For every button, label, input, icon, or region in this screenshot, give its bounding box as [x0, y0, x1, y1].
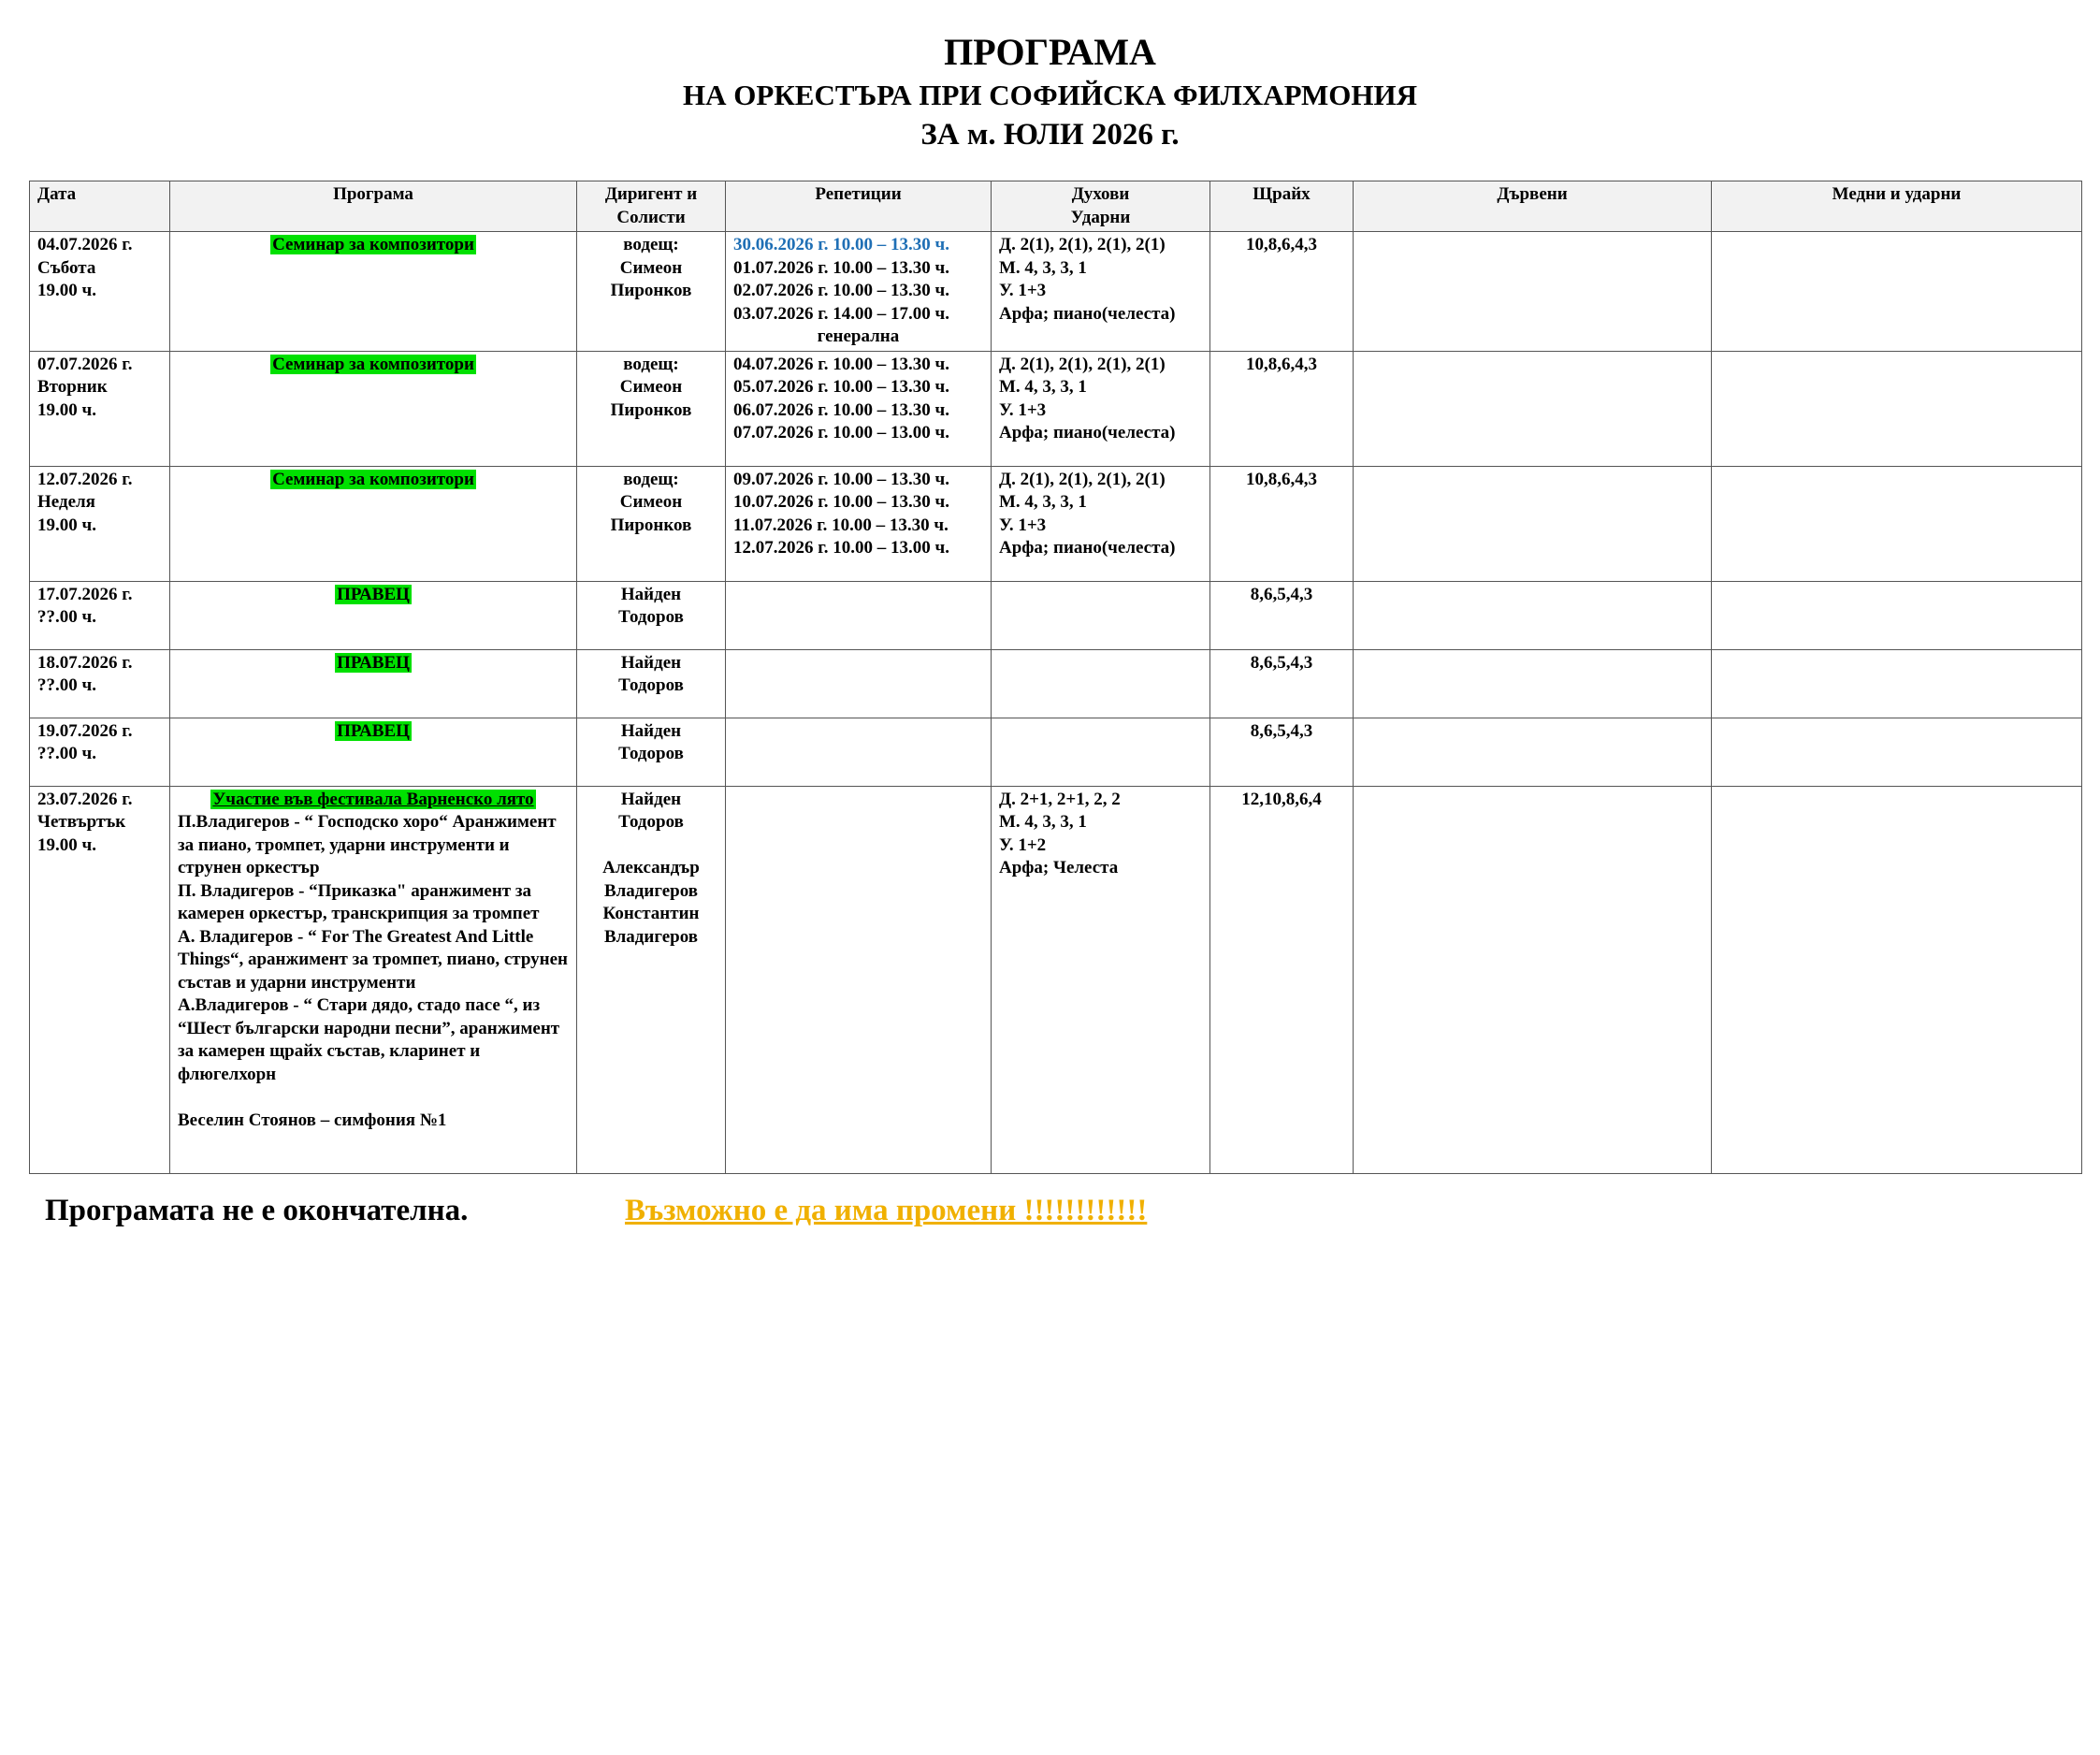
rehearsal-line: 12.07.2026 г. 10.00 – 13.00 ч.: [733, 538, 949, 558]
cell-program: [170, 718, 577, 786]
rehearsal-line: 09.07.2026 г. 10.00 – 13.30 ч.: [733, 469, 949, 489]
schedule-table: [29, 181, 2082, 1174]
rehearsal-line: 03.07.2026 г. 14.00 – 17.00 ч.: [733, 303, 949, 324]
conductor-line: Тодоров: [618, 744, 684, 763]
table-row: [30, 351, 2082, 466]
cell-brass: [1712, 232, 2082, 352]
header-program: Програма: [170, 181, 577, 232]
program-piece-final: Веселин Стоянов – симфония №1: [178, 1110, 447, 1130]
time-value: ??.00 ч.: [37, 607, 96, 627]
soloist-line: Владигеров: [603, 880, 699, 901]
cell-program: [170, 649, 577, 718]
time-value: 19.00 ч.: [37, 834, 96, 855]
header-conductor-line2: Солисти: [616, 207, 686, 227]
cell-winds: [992, 581, 1210, 649]
winds-line: Арфа; пиано(челеста): [999, 423, 1176, 442]
header-strings: Щрайх: [1210, 181, 1354, 232]
header-winds-line1: Духови: [1071, 184, 1130, 204]
header-woodwinds: Дървени: [1354, 181, 1712, 232]
cell-strings: 10,8,6,4,3: [1210, 351, 1354, 466]
rehearsal-line: 11.07.2026 г. 10.00 – 13.30 ч.: [733, 515, 949, 535]
header-date: Дата: [30, 181, 170, 232]
winds-line: Д. 2(1), 2(1), 2(1), 2(1): [999, 235, 1166, 254]
table-row: [30, 581, 2082, 649]
cell-woodwinds: [1354, 718, 1712, 786]
day-value: Събота: [37, 257, 96, 278]
time-value: ??.00 ч.: [37, 675, 96, 695]
cell-rehearsals: [726, 351, 992, 466]
time-value: 19.00 ч.: [37, 399, 96, 420]
rehearsal-line: 02.07.2026 г. 10.00 – 13.30 ч.: [733, 281, 949, 300]
date-value: 19.07.2026 г.: [37, 720, 133, 741]
table-row: [30, 649, 2082, 718]
cell-rehearsals: [726, 466, 992, 581]
cell-conductor: [577, 232, 726, 352]
conductor-line: Пиронков: [610, 399, 692, 420]
date-value: 07.07.2026 г.: [37, 354, 133, 374]
winds-line: М. 4, 3, 3, 1: [999, 377, 1087, 397]
table-header-row: [30, 181, 2082, 232]
date-value: 17.07.2026 г.: [37, 584, 133, 604]
cell-winds: [992, 786, 1210, 1173]
header-winds-line2: Ударни: [1070, 207, 1131, 227]
cell-winds: [992, 718, 1210, 786]
conductor-line: Симеон: [619, 377, 683, 397]
document-subtitle: НА ОРКЕСТЪРА ПРИ СОФИЙСКА ФИЛХАРМОНИЯ: [683, 79, 1417, 111]
cell-rehearsals: [726, 232, 992, 352]
rehearsal-line: 01.07.2026 г. 10.00 – 13.30 ч.: [733, 257, 949, 278]
header-conductor: [577, 181, 726, 232]
winds-line: Д. 2(1), 2(1), 2(1), 2(1): [999, 354, 1166, 374]
conductor-line: Тодоров: [618, 607, 684, 627]
program-title: ПРАВЕЦ: [337, 584, 410, 604]
program-piece: П.Владигеров - “ Господско хоро“ Аранжимент за пиано, тромпет, ударни инструменти и струнен оркестър: [178, 812, 557, 878]
winds-line: М. 4, 3, 3, 1: [999, 492, 1087, 512]
time-value: 19.00 ч.: [37, 515, 96, 535]
program-piece: А. Владигеров - “ For The Greatest And Little Things“, аранжимент за тромпет, пиано, струнен състав и ударни инструменти: [178, 926, 568, 993]
cell-program: [170, 581, 577, 649]
cell-brass: [1712, 786, 2082, 1173]
winds-line: У. 1+3: [999, 399, 1047, 420]
date-value: 18.07.2026 г.: [37, 652, 133, 673]
table-row: [30, 466, 2082, 581]
header-winds: [992, 181, 1210, 232]
cell-date: [30, 466, 170, 581]
rehearsal-line: 30.06.2026 г. 10.00 – 13.30 ч.: [733, 235, 949, 254]
cell-program: [170, 351, 577, 466]
winds-line: Арфа; Челеста: [999, 858, 1119, 878]
cell-rehearsals: [726, 718, 992, 786]
winds-line: Арфа; пиано(челеста): [999, 303, 1176, 324]
cell-rehearsals: [726, 786, 992, 1173]
rehearsal-line: 10.07.2026 г. 10.00 – 13.30 ч.: [733, 492, 949, 512]
cell-woodwinds: [1354, 786, 1712, 1173]
day-value: Вторник: [37, 377, 108, 397]
cell-conductor: [577, 581, 726, 649]
day-value: Неделя: [37, 492, 95, 512]
cell-date: [30, 786, 170, 1173]
program-piece: А.Владигеров - “ Стари дядо, стадо пасе “, из “Шест български народни песни”, аранжимент за камерен щрайх състав, кларинет и флюгелхорн: [178, 995, 560, 1084]
cell-winds: [992, 351, 1210, 466]
cell-strings: 12,10,8,6,4: [1210, 786, 1354, 1173]
table-row: [30, 786, 2082, 1173]
soloist-line: Александър: [602, 858, 700, 878]
cell-winds: [992, 232, 1210, 352]
conductor-line: Симеон: [619, 492, 683, 512]
winds-line: У. 1+3: [999, 515, 1047, 535]
program-title: Семинар за композитори: [272, 354, 474, 374]
cell-woodwinds: [1354, 351, 1712, 466]
conductor-line: Симеон: [619, 257, 683, 278]
soloist-line: Константин: [602, 904, 700, 923]
soloist-line: Владигеров: [603, 926, 699, 947]
date-value: 12.07.2026 г.: [37, 469, 133, 489]
cell-woodwinds: [1354, 232, 1712, 352]
cell-program: [170, 466, 577, 581]
conductor-line: Найден: [620, 789, 682, 809]
time-value: 19.00 ч.: [37, 281, 96, 300]
document-title: ПРОГРАМА: [944, 31, 1156, 73]
winds-line: М. 4, 3, 3, 1: [999, 257, 1087, 278]
program-title: Семинар за композитори: [272, 235, 474, 254]
time-value: ??.00 ч.: [37, 744, 96, 763]
cell-brass: [1712, 466, 2082, 581]
program-title-wrap: [178, 789, 569, 812]
rehearsal-line: 07.07.2026 г. 10.00 – 13.00 ч.: [733, 423, 949, 442]
rehearsal-note: генерална: [817, 326, 900, 346]
rehearsal-line: 04.07.2026 г. 10.00 – 13.30 ч.: [733, 354, 949, 374]
header-rehearsals: Репетиции: [726, 181, 992, 232]
conductor-line: Найден: [620, 652, 682, 673]
table-row: [30, 232, 2082, 352]
winds-line: Д. 2+1, 2+1, 2, 2: [999, 789, 1121, 809]
spacer: [178, 1086, 569, 1110]
cell-brass: [1712, 649, 2082, 718]
conductor-line: водещ:: [623, 235, 679, 254]
cell-program: [170, 232, 577, 352]
footer-warning: Възможно е да има промени !!!!!!!!!!!!: [625, 1194, 1148, 1227]
cell-brass: [1712, 581, 2082, 649]
cell-woodwinds: [1354, 581, 1712, 649]
conductor-line: Пиронков: [610, 515, 692, 535]
conductor-line: Тодоров: [618, 675, 684, 695]
winds-line: Арфа; пиано(челеста): [999, 538, 1176, 558]
program-title: ПРАВЕЦ: [337, 720, 410, 741]
cell-conductor: [577, 466, 726, 581]
program-title: Семинар за композитори: [272, 469, 474, 489]
winds-line: У. 1+3: [999, 281, 1047, 300]
winds-line: М. 4, 3, 3, 1: [999, 812, 1087, 832]
conductor-line: Пиронков: [610, 281, 692, 300]
cell-brass: [1712, 351, 2082, 466]
conductor-line: Найден: [620, 584, 682, 604]
cell-date: [30, 718, 170, 786]
spacer: [585, 834, 717, 858]
conductor-line: Найден: [620, 720, 682, 741]
cell-date: [30, 232, 170, 352]
program-title: Участие във фестивала Варненско лято: [212, 789, 534, 809]
conductor-line: водещ:: [623, 469, 679, 489]
winds-line: У. 1+2: [999, 834, 1047, 855]
cell-strings: 10,8,6,4,3: [1210, 466, 1354, 581]
cell-woodwinds: [1354, 466, 1712, 581]
table-row: [30, 718, 2082, 786]
cell-program: [170, 786, 577, 1173]
rehearsal-line: 05.07.2026 г. 10.00 – 13.30 ч.: [733, 377, 949, 397]
cell-conductor: [577, 786, 726, 1173]
footer-note: Програмата не е окончателна.: [45, 1194, 469, 1227]
document-month: ЗА м. ЮЛИ 2026 г.: [920, 118, 1180, 152]
cell-rehearsals: [726, 649, 992, 718]
date-value: 23.07.2026 г.: [37, 789, 133, 809]
cell-winds: [992, 649, 1210, 718]
cell-conductor: [577, 351, 726, 466]
cell-conductor: [577, 649, 726, 718]
document-header: [0, 28, 2100, 155]
cell-rehearsals: [726, 581, 992, 649]
cell-woodwinds: [1354, 649, 1712, 718]
cell-strings: 8,6,5,4,3: [1210, 718, 1354, 786]
rehearsal-line: 06.07.2026 г. 10.00 – 13.30 ч.: [733, 399, 949, 420]
cell-strings: 10,8,6,4,3: [1210, 232, 1354, 352]
date-value: 04.07.2026 г.: [37, 235, 133, 254]
cell-winds: [992, 466, 1210, 581]
program-title: ПРАВЕЦ: [337, 652, 410, 673]
cell-date: [30, 581, 170, 649]
header-brass: Медни и ударни: [1712, 181, 2082, 232]
winds-line: Д. 2(1), 2(1), 2(1), 2(1): [999, 469, 1166, 489]
footer: [45, 1190, 1148, 1231]
day-value: Четвъртък: [37, 812, 126, 832]
cell-date: [30, 351, 170, 466]
cell-strings: 8,6,5,4,3: [1210, 649, 1354, 718]
program-piece: П. Владигеров - “Приказка" аранжимент за камерен оркестър, транскрипция за тромпет: [178, 880, 540, 923]
cell-date: [30, 649, 170, 718]
header-conductor-line1: Диригент и: [604, 184, 698, 204]
cell-strings: 8,6,5,4,3: [1210, 581, 1354, 649]
conductor-line: водещ:: [623, 354, 679, 374]
cell-conductor: [577, 718, 726, 786]
conductor-line: Тодоров: [618, 812, 684, 832]
cell-brass: [1712, 718, 2082, 786]
